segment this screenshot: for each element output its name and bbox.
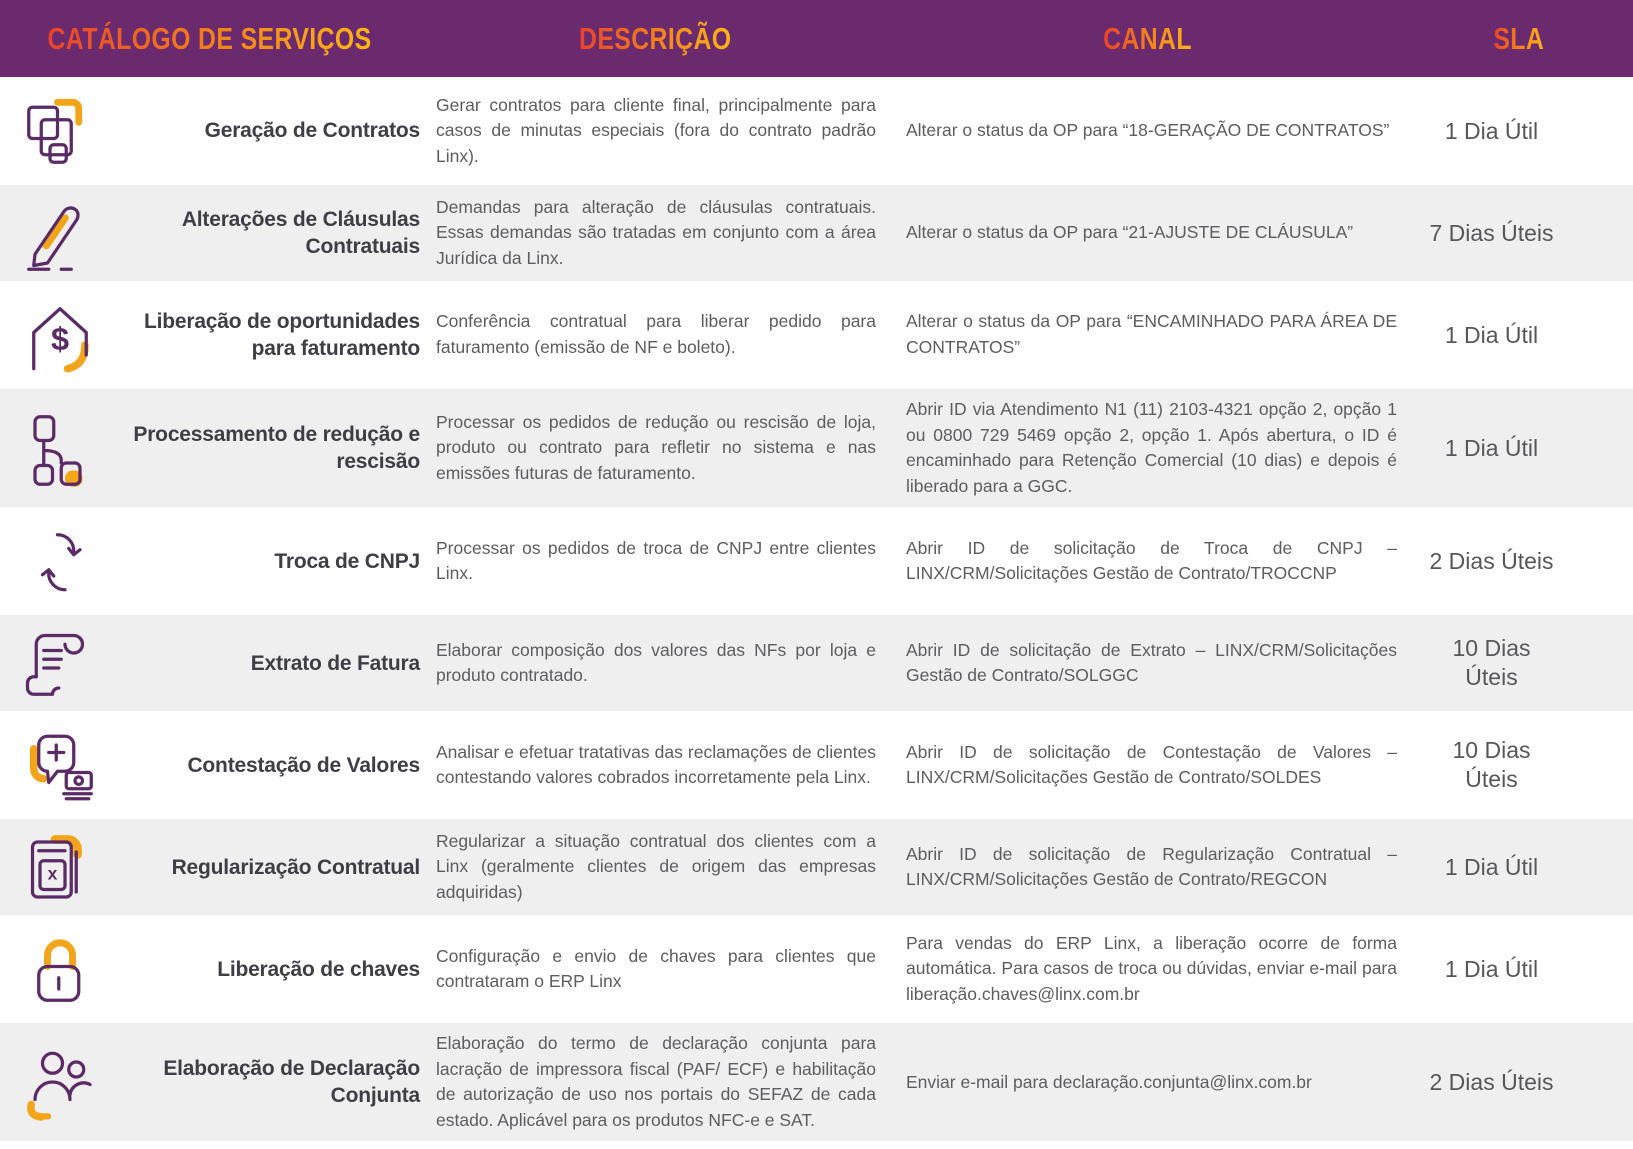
copy-squares-icon	[0, 91, 120, 171]
service-description: Processar os pedidos de troca de CNPJ entre clientes Linx.	[436, 537, 876, 584]
service-title: Processamento de redução e rescisão	[133, 422, 420, 474]
service-channel: Abrir ID de solicitação de Troca de CNPJ – LINX/CRM/Solicitações Gestão de Contrato/TROCCNP	[906, 537, 1397, 584]
service-description: Processar os pedidos de redução ou rescisão de loja, produto ou contrato para refletir no sistema e nas emissões futuras de faturamento.	[436, 411, 876, 483]
service-channel: Abrir ID de solicitação de Extrato – LINX/CRM/Solicitações Gestão de Contrato/SOLGGC	[906, 639, 1397, 686]
table-row-extrato-fatura	[0, 615, 1633, 711]
table-row-contestacao-valores	[0, 717, 1633, 813]
service-title: Troca de CNPJ	[274, 549, 420, 573]
service-title: Liberação de chaves	[217, 957, 420, 981]
service-sla: 10 Dias Úteis	[1452, 635, 1531, 691]
service-title: Extrato de Fatura	[250, 651, 420, 675]
house-dollar-icon	[0, 295, 120, 375]
service-channel: Abrir ID via Atendimento N1 (11) 2103-4321 opção 2, opção 1 ou 0800 729 5469 opção 2, opção 1. Após abertura, o ID é encaminhado para Retenção Comercial (10 dias) e depois é liberado para a GGC.	[906, 399, 1397, 496]
table-row-alteracoes-clausulas	[0, 185, 1633, 281]
table-row-regularizacao-contratual	[0, 819, 1633, 915]
document-x-icon	[0, 827, 120, 907]
header-descricao	[420, 21, 890, 57]
service-sla: 7 Dias Úteis	[1429, 219, 1554, 246]
table-header	[0, 0, 1633, 77]
service-sla: 1 Dia Útil	[1444, 853, 1539, 880]
service-sla: 10 Dias Úteis	[1452, 737, 1531, 793]
service-channel: Para vendas do ERP Linx, a liberação ocorre de forma automática. Para casos de troca ou dúvidas, enviar e-mail para liberação.chaves@linx.com.br	[906, 932, 1397, 1004]
table-row-troca-cnpj	[0, 513, 1633, 609]
service-description: Elaborar composição dos valores das NFs por loja e produto contratado.	[436, 639, 876, 686]
service-channel: Alterar o status da OP para “ENCAMINHADO PARA ÁREA DE CONTRATOS”	[906, 311, 1397, 357]
service-title: Geração de Contratos	[204, 119, 420, 143]
service-channel: Abrir ID de solicitação de Contestação de Valores – LINX/CRM/Solicitações Gestão de Contrato/SOLDES	[906, 741, 1397, 788]
swap-arrows-icon	[0, 521, 120, 601]
people-icon	[0, 1042, 120, 1122]
service-title: Liberação de oportunidades para faturamento	[143, 309, 420, 360]
header-catalogo-de-servicos	[0, 21, 420, 57]
header-descricao-label: DESCRIÇÃO	[578, 20, 732, 56]
table-row-liberacao-oportunidades	[0, 287, 1633, 383]
service-title: Alterações de Cláusulas Contratuais	[181, 207, 420, 258]
invoice-scroll-icon	[0, 623, 120, 703]
service-channel: Enviar e-mail para declaração.conjunta@linx.com.br	[906, 1071, 1312, 1092]
service-description: Elaboração do termo de declaração conjunta para lacração de impressora fiscal (PAF/ ECF) e habilitação de autorização de uso nos portais do SEFAZ de cada estado. Aplicável para os produtos NFC-e e SAT.	[436, 1033, 876, 1130]
header-sla-label: SLA	[1493, 20, 1545, 56]
service-sla: 2 Dias Úteis	[1429, 547, 1554, 574]
pencil-icon	[0, 193, 120, 273]
service-sla: 1 Dia Útil	[1444, 434, 1539, 461]
service-channel: Alterar o status da OP para “21-AJUSTE DE CLÁUSULA”	[906, 222, 1354, 243]
service-description: Demandas para alteração de cláusulas contratuais. Essas demandas são tratadas em conjunto com a área Jurídica da Linx.	[436, 196, 876, 268]
service-channel: Abrir ID de solicitação de Regularização Contratual – LINX/CRM/Solicitações Gestão de Contrato/REGCON	[906, 843, 1397, 890]
service-title: Elaboração de Declaração Conjunta	[163, 1056, 420, 1108]
service-sla: 1 Dia Útil	[1444, 117, 1539, 144]
table-row-declaracao-conjunta	[0, 1023, 1633, 1141]
service-title: Regularização Contratual	[171, 855, 420, 879]
service-description: Gerar contratos para cliente final, principalmente para casos de minutas especiais (fora do contrato padrão Linx).	[436, 94, 876, 166]
table-row-processamento-reducao	[0, 389, 1633, 507]
service-sla: 2 Dias Úteis	[1429, 1068, 1554, 1095]
dispute-values-icon	[0, 725, 120, 805]
header-canal	[890, 21, 1405, 57]
header-sla	[1405, 21, 1633, 57]
table-row-geracao-de-contratos	[0, 83, 1633, 179]
svg-text:x: x	[47, 863, 58, 884]
service-title: Contestação de Valores	[187, 753, 420, 777]
service-description: Analisar e efetuar tratativas das reclamações de clientes contestando valores cobrados incorretamente pela Linx.	[436, 741, 876, 788]
service-description: Configuração e envio de chaves para clientes que contrataram o ERP Linx	[436, 945, 876, 992]
service-channel: Alterar o status da OP para “18-GERAÇÃO DE CONTRATOS”	[906, 120, 1390, 141]
svg-text:$: $	[50, 321, 70, 357]
table-row-liberacao-chaves	[0, 921, 1633, 1017]
padlock-icon	[0, 929, 120, 1009]
service-description: Regularizar a situação contratual dos clientes com a Linx (geralmente clientes de origem das empresas adquiridas)	[436, 830, 876, 902]
flowchart-icon	[0, 408, 120, 488]
service-description: Conferência contratual para liberar pedido para faturamento (emissão de NF e boleto).	[436, 311, 876, 357]
service-sla: 1 Dia Útil	[1444, 321, 1539, 348]
header-canal-label: CANAL	[1103, 20, 1192, 56]
service-sla: 1 Dia Útil	[1444, 955, 1539, 982]
header-catalogo-label: CATÁLOGO DE SERVIÇOS	[47, 20, 372, 56]
